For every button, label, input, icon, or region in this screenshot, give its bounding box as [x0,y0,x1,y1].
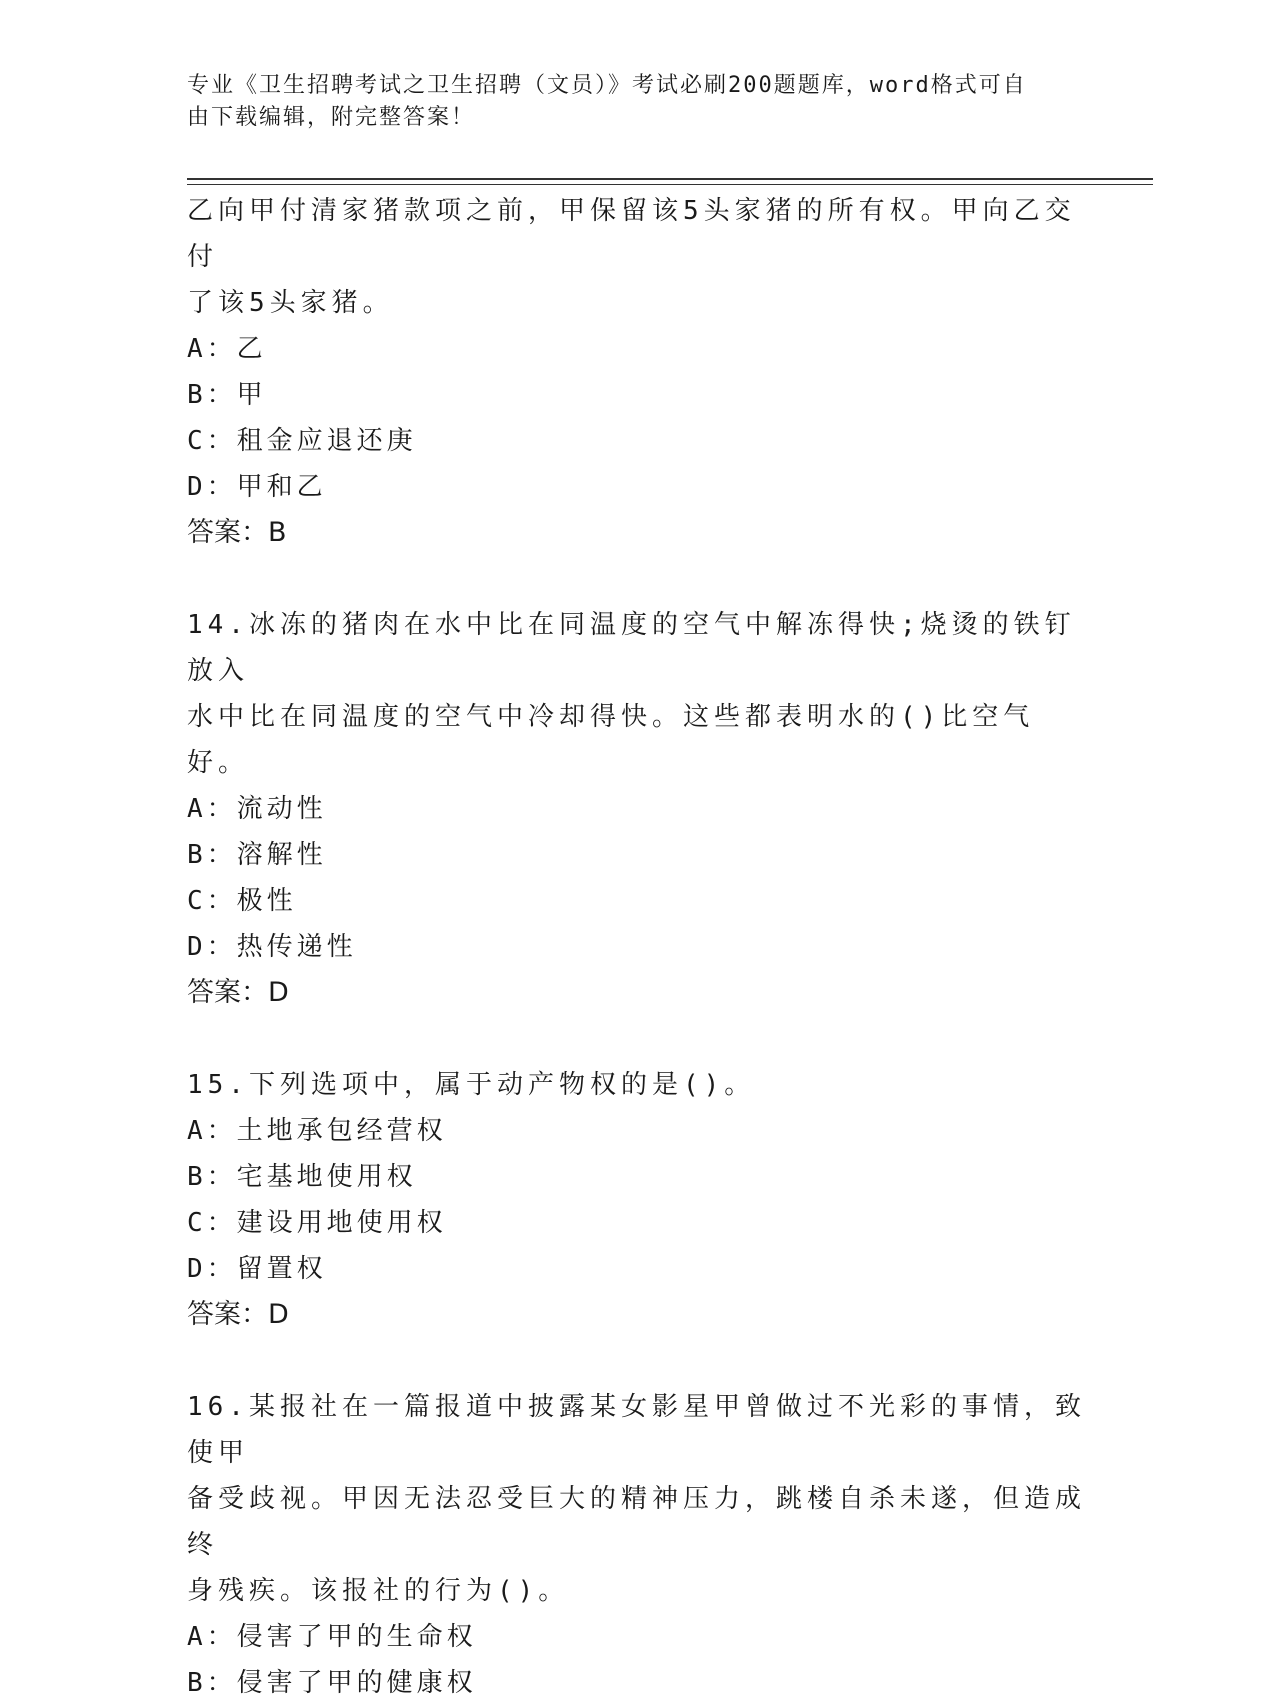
question-fragment [187,188,1087,556]
option-label: B： [187,380,237,410]
option-label: D： [187,932,237,962]
question-14 [187,602,1087,1016]
option-text: 侵害了甲的生命权 [236,1622,477,1652]
option-c [187,878,1087,924]
option-d [187,1246,1087,1292]
question-text-line: 身残疾。该报社的行为()。 [187,1576,570,1606]
header-divider [187,178,1153,180]
answer-line: 答案：D [187,1299,289,1330]
answer-line: 答案：B [187,517,287,548]
option-label: C： [187,1208,237,1238]
option-label: D： [187,472,237,502]
option-label: A： [187,794,237,824]
option-label: D： [187,1254,237,1284]
option-text: 极性 [236,886,297,916]
option-d [187,924,1087,970]
option-a [187,1108,1087,1154]
option-label: B： [187,1668,237,1698]
question-text-line: 16.某报社在一篇报道中披露某女影星甲曾做过不光彩的事情，致使甲 [187,1392,1086,1468]
question-16 [187,1384,1087,1706]
header-divider-secondary [187,184,1153,185]
option-d [187,464,1087,510]
option-text: 甲 [236,380,267,410]
option-text: 建设用地使用权 [236,1208,447,1238]
question-content [187,188,1087,1706]
option-label: B： [187,840,237,870]
option-text: 宅基地使用权 [236,1162,417,1192]
header-title-line-2: 由下载编辑，附完整答案！ [187,105,476,130]
answer-line: 答案：D [187,977,289,1008]
option-a [187,1614,1087,1660]
page-header [187,70,1087,134]
header-title-line-1: 专业《卫生招聘考试之卫生招聘（文员）》考试必刷200题题库，word格式可自 [187,73,1027,98]
option-a [187,326,1087,372]
option-c [187,1200,1087,1246]
option-label: C： [187,426,237,456]
option-label: B： [187,1162,237,1192]
question-text-line: 15.下列选项中，属于动产物权的是()。 [187,1070,756,1100]
question-text-line: 了该5头家猪。 [187,288,394,318]
option-text: 土地承包经营权 [236,1116,447,1146]
option-b [187,372,1087,418]
option-b [187,832,1087,878]
question-text-line: 14.冰冻的猪肉在水中比在同温度的空气中解冻得快;烧烫的铁钉放入 [187,610,1076,686]
option-a [187,786,1087,832]
question-15 [187,1062,1087,1338]
question-text-line: 备受歧视。甲因无法忍受巨大的精神压力，跳楼自杀未遂，但造成终 [187,1484,1087,1560]
question-text-line: 水中比在同温度的空气中冷却得快。这些都表明水的()比空气好。 [187,702,1035,778]
option-b [187,1660,1087,1706]
option-text: 溶解性 [236,840,327,870]
option-b [187,1154,1087,1200]
option-text: 侵害了甲的健康权 [236,1668,477,1698]
question-text-line: 乙向甲付清家猪款项之前，甲保留该5头家猪的所有权。甲向乙交付 [187,196,1076,272]
option-label: A： [187,1116,237,1146]
option-text: 乙 [236,334,267,364]
option-text: 留置权 [236,1254,327,1284]
option-label: A： [187,1622,237,1652]
option-text: 甲和乙 [236,472,327,502]
option-text: 流动性 [236,794,327,824]
option-text: 热传递性 [236,932,357,962]
option-text: 租金应退还庚 [236,426,417,456]
option-label: C： [187,886,237,916]
option-label: A： [187,334,237,364]
option-c [187,418,1087,464]
